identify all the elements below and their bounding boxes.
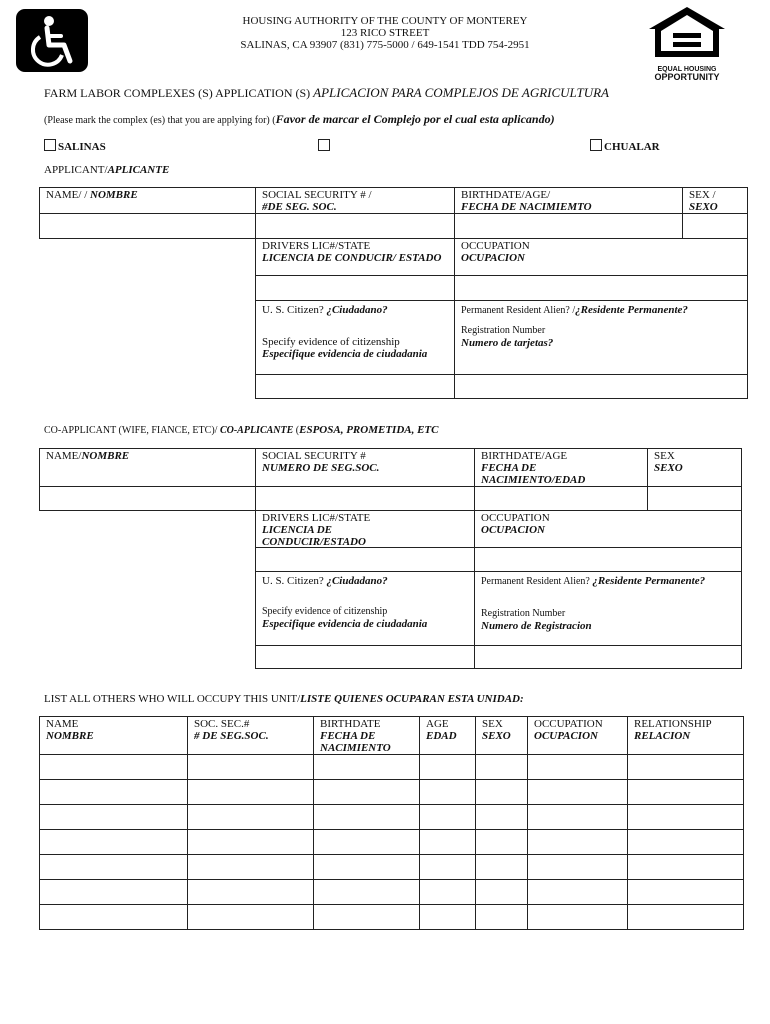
instruction-es: Favor de marcar el Complejo por el cual esta aplicando) xyxy=(275,112,555,126)
table-cell[interactable] xyxy=(527,779,628,805)
option-salinas[interactable] xyxy=(44,139,106,153)
table-cell[interactable] xyxy=(313,879,420,905)
column-header-en: RELATIONSHIP xyxy=(634,718,712,730)
column-header-en: NAME xyxy=(46,718,79,730)
column-header xyxy=(475,716,528,755)
table-cell[interactable] xyxy=(39,854,188,880)
coapplicant-dl-label: DRIVERS LIC#/STATE LICENCIA DE CONDUCIR/ESTADO xyxy=(255,510,475,548)
coapplicant-name-label: NAME/NOMBRE xyxy=(39,448,256,487)
form-title xyxy=(44,85,609,101)
table-cell[interactable] xyxy=(627,904,744,930)
table-cell[interactable] xyxy=(475,779,528,805)
applicant-resident-label: Permanent Resident Alien? /¿Residente Permanente? Registration Number Numero de tarjetas? xyxy=(454,300,748,375)
column-header-en: AGE xyxy=(426,718,449,730)
option-chualar[interactable] xyxy=(590,139,660,153)
column-header-es: FECHA DE NACIMIENTO xyxy=(320,730,391,754)
applicant-dl-label: DRIVERS LIC#/STATE LICENCIA DE CONDUCIR/ ESTADO xyxy=(255,238,455,276)
table-cell[interactable] xyxy=(527,804,628,830)
table-cell[interactable] xyxy=(39,829,188,855)
eho-line2: OPPORTUNITY xyxy=(654,72,720,82)
coapplicant-occ-label: OCCUPATION OCUPACION xyxy=(474,510,742,548)
table-cell[interactable] xyxy=(39,804,188,830)
table-cell[interactable] xyxy=(187,754,314,780)
applicant-occ-field[interactable] xyxy=(454,275,748,301)
column-header-es: RELACION xyxy=(634,730,691,742)
column-header xyxy=(419,716,476,755)
coapplicant-name-field[interactable] xyxy=(39,486,256,511)
column-header-es: OCUPACION xyxy=(534,730,598,742)
table-cell[interactable] xyxy=(313,854,420,880)
table-cell[interactable] xyxy=(627,779,744,805)
table-cell[interactable] xyxy=(187,904,314,930)
column-header xyxy=(187,716,314,755)
org-street: 123 RICO STREET xyxy=(340,27,430,39)
table-cell[interactable] xyxy=(313,904,420,930)
table-cell[interactable] xyxy=(627,829,744,855)
applicant-heading-es: APLICANTE xyxy=(107,164,170,176)
table-cell[interactable] xyxy=(475,854,528,880)
column-header-en: SOC. SEC.# xyxy=(194,718,250,730)
applicant-heading xyxy=(44,164,169,176)
table-cell[interactable] xyxy=(39,754,188,780)
table-cell[interactable] xyxy=(527,854,628,880)
applicant-name-label: NAME/ / NOMBRE xyxy=(39,187,256,214)
table-cell[interactable] xyxy=(39,879,188,905)
applicant-heading-en: APPLICANT/ xyxy=(44,164,108,176)
table-cell[interactable] xyxy=(313,754,420,780)
chualar-checkbox[interactable] xyxy=(590,139,602,151)
title-es: APLICACION PARA COMPLEJOS DE AGRICULTURA xyxy=(313,85,610,100)
option-blank[interactable] xyxy=(318,139,332,153)
column-header-es: EDAD xyxy=(426,730,457,742)
applicant-ssn-label: SOCIAL SECURITY # / #DE SEG. SOC. xyxy=(255,187,455,214)
coapplicant-ssn-label: SOCIAL SECURITY # NUMERO DE SEG.SOC. xyxy=(255,448,475,487)
table-cell[interactable] xyxy=(419,904,476,930)
table-cell[interactable] xyxy=(475,879,528,905)
applicant-birth-label: BIRTHDATE/AGE/ FECHA DE NACIMIEMTO xyxy=(454,187,683,214)
table-cell[interactable] xyxy=(475,904,528,930)
table-cell[interactable] xyxy=(475,804,528,830)
table-cell[interactable] xyxy=(187,854,314,880)
applicant-occ-label: OCCUPATION OCUPACION xyxy=(454,238,748,276)
applicant-birth-field[interactable] xyxy=(454,213,683,239)
instruction-en: (Please mark the complex (es) that you are applying for) ( xyxy=(44,115,276,126)
column-header-en: BIRTHDATE xyxy=(320,718,381,730)
table-cell[interactable] xyxy=(187,879,314,905)
eho-line1: EQUAL HOUSING xyxy=(657,66,717,73)
table-cell[interactable] xyxy=(627,754,744,780)
applicant-dl-field[interactable] xyxy=(255,275,455,301)
org-city-phone: SALINAS, CA 93907 (831) 775-5000 / 649-1541 TDD 754-2951 xyxy=(240,39,530,51)
title-en: FARM LABOR COMPLEXES (S) APPLICATION (S) xyxy=(44,86,311,100)
table-cell[interactable] xyxy=(475,754,528,780)
table-cell[interactable] xyxy=(627,804,744,830)
table-cell[interactable] xyxy=(527,754,628,780)
table-cell[interactable] xyxy=(313,779,420,805)
blank-checkbox[interactable] xyxy=(318,139,330,151)
salinas-label: SALINAS xyxy=(58,141,106,153)
column-header-es: # DE SEG.SOC. xyxy=(194,730,269,742)
column-header xyxy=(313,716,420,755)
column-header-es: SEXO xyxy=(482,730,511,742)
table-cell[interactable] xyxy=(187,804,314,830)
applicant-citizen-label: U. S. Citizen? ¿Ciudadano? Specify evidence of citizenship Especifique evidencia de ciudadania xyxy=(255,300,455,375)
table-cell[interactable] xyxy=(527,879,628,905)
coapplicant-citizen-label: U. S. Citizen? ¿Ciudadano? Specify evidence of citizenship Especifique evidencia de ciudadania xyxy=(255,571,475,646)
applicant-registration-field[interactable] xyxy=(454,374,748,399)
applicant-evidence-field[interactable] xyxy=(255,374,455,399)
coapplicant-dl-field[interactable] xyxy=(255,547,475,572)
table-cell[interactable] xyxy=(527,904,628,930)
table-cell[interactable] xyxy=(313,804,420,830)
column-header xyxy=(39,716,188,755)
applicant-ssn-field[interactable] xyxy=(255,213,455,239)
table-cell[interactable] xyxy=(419,779,476,805)
table-cell[interactable] xyxy=(475,829,528,855)
applicant-sex-label: SEX / SEXO xyxy=(682,187,748,214)
table-cell[interactable] xyxy=(627,854,744,880)
chualar-label: CHUALAR xyxy=(604,141,660,153)
column-header xyxy=(627,716,744,755)
org-name: HOUSING AUTHORITY OF THE COUNTY OF MONTEREY xyxy=(242,15,528,27)
table-cell[interactable] xyxy=(419,804,476,830)
equal-housing-logo xyxy=(643,5,731,82)
applicant-sex-field[interactable] xyxy=(682,213,748,239)
coapplicant-sex-field[interactable] xyxy=(647,486,742,511)
coapplicant-sex-label: SEX SEXO xyxy=(647,448,742,487)
coapplicant-birth-field[interactable] xyxy=(474,486,648,511)
coapplicant-registration-field[interactable] xyxy=(474,645,742,669)
table-cell[interactable] xyxy=(419,854,476,880)
others-heading: LIST ALL OTHERS WHO WILL OCCUPY THIS UNIT/LISTE QUIENES OCUPARAN ESTA UNIDAD: xyxy=(44,693,524,705)
table-cell[interactable] xyxy=(39,779,188,805)
table-cell[interactable] xyxy=(187,829,314,855)
applicant-name-field[interactable] xyxy=(39,213,256,239)
coapplicant-ssn-field[interactable] xyxy=(255,486,475,511)
house-icon xyxy=(643,5,731,61)
table-cell[interactable] xyxy=(527,829,628,855)
column-header-es: NOMBRE xyxy=(46,730,94,742)
table-cell[interactable] xyxy=(419,879,476,905)
table-cell[interactable] xyxy=(39,904,188,930)
column-header xyxy=(527,716,628,755)
table-cell[interactable] xyxy=(419,829,476,855)
coapplicant-resident-label: Permanent Resident Alien? ¿Residente Permanente? Registration Number Numero de Registracion xyxy=(474,571,742,646)
instruction xyxy=(44,112,555,127)
column-header-en: OCCUPATION xyxy=(534,718,603,730)
coapplicant-occ-field[interactable] xyxy=(474,547,742,572)
coapplicant-birth-label: BIRTHDATE/AGE FECHA DE NACIMIENTO/EDAD xyxy=(474,448,648,487)
table-cell[interactable] xyxy=(313,829,420,855)
table-cell[interactable] xyxy=(187,779,314,805)
coapplicant-evidence-field[interactable] xyxy=(255,645,475,669)
salinas-checkbox[interactable] xyxy=(44,139,56,151)
coapplicant-heading: CO-APPLICANT (WIFE, FIANCE, ETC)/ CO-APLICANTE (ESPOSA, PROMETIDA, ETC xyxy=(44,424,439,436)
occupants-table xyxy=(39,716,743,929)
accessibility-logo-icon xyxy=(16,9,88,72)
table-cell[interactable] xyxy=(419,754,476,780)
column-header-en: SEX xyxy=(482,718,503,730)
table-cell[interactable] xyxy=(627,879,744,905)
